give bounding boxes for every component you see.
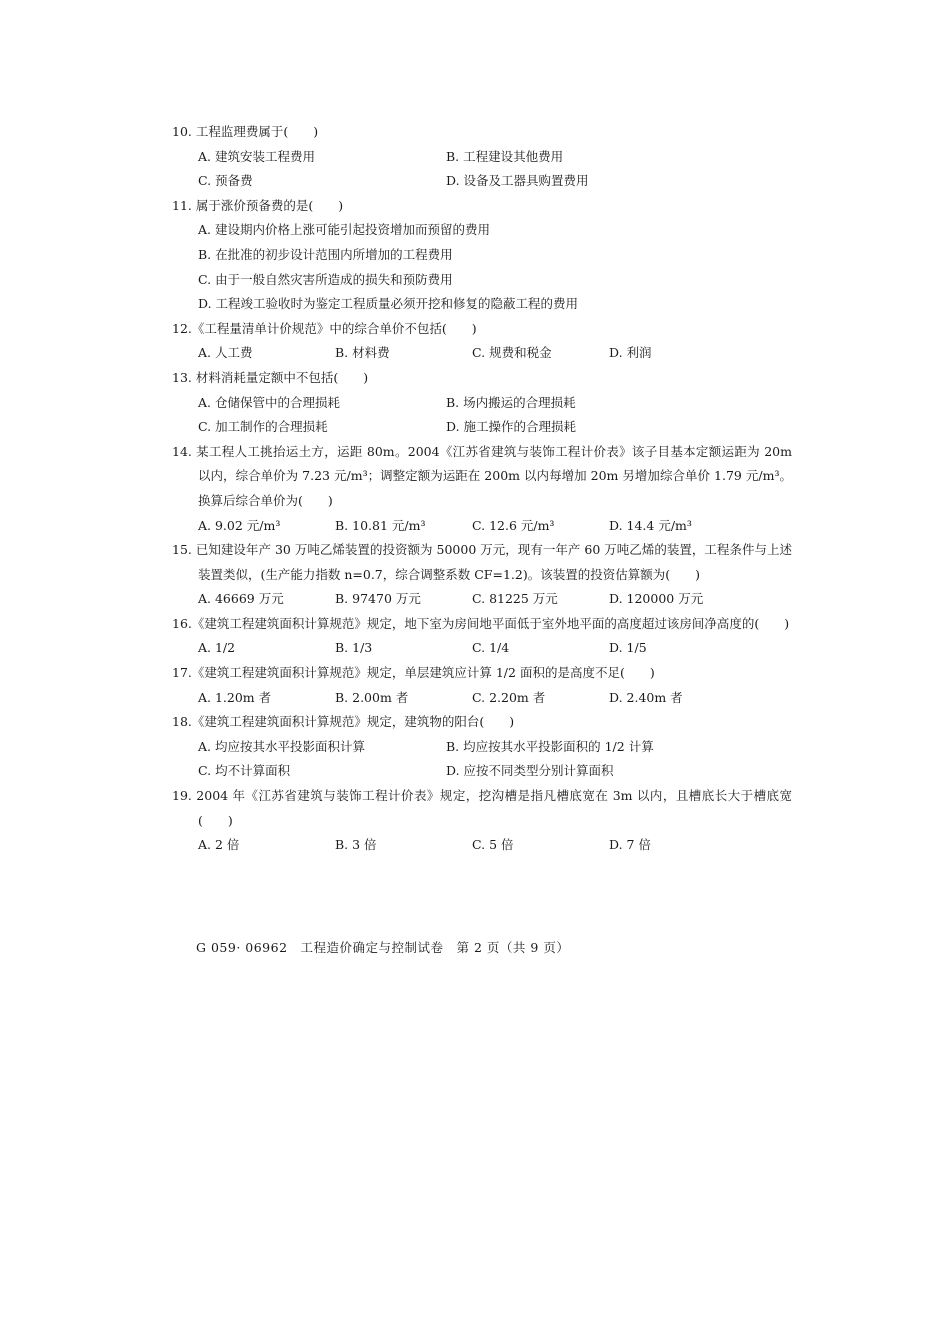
option-group — [172, 391, 792, 440]
answer-option: A. 仓储保管中的合理损耗 — [198, 394, 340, 410]
answer-option: B. 10.81 元/m³ — [335, 517, 426, 533]
answer-option: A. 均应按其水平投影面积计算 — [198, 738, 365, 754]
answer-option: B. 在批准的初步设计范围内所增加的工程费用 — [198, 246, 453, 262]
question-item — [172, 440, 792, 538]
answer-option: C. 81225 万元 — [472, 591, 558, 607]
answer-option: A. 建设期内价格上涨可能引起投资增加而预留的费用 — [198, 222, 490, 238]
question-item — [172, 317, 792, 366]
option-group — [172, 514, 792, 539]
option-group — [172, 636, 792, 661]
option-group — [172, 686, 792, 711]
question-stem: 18.《建筑工程建筑面积计算规范》规定，建筑物的阳台( ) — [172, 714, 515, 730]
answer-option: A. 2 倍 — [198, 837, 240, 853]
answer-option: D. 工程竣工验收时为鉴定工程质量必须开挖和修复的隐蔽工程的费用 — [198, 296, 579, 312]
answer-option: B. 工程建设其他费用 — [446, 148, 564, 164]
question-stem: 12.《工程量清单计价规范》中的综合单价不包括( ) — [172, 320, 477, 336]
answer-option: A. 人工费 — [198, 345, 253, 361]
option-row — [198, 759, 792, 784]
answer-option: C. 5 倍 — [472, 837, 514, 853]
option-group — [172, 218, 792, 316]
question-list — [172, 120, 792, 858]
question-item — [172, 784, 792, 858]
question-item — [172, 538, 792, 612]
answer-option: D. 14.4 元/m³ — [609, 517, 692, 533]
answer-option: A. 1.20m 者 — [198, 689, 272, 705]
answer-option: A. 46669 万元 — [198, 591, 284, 607]
answer-option: A. 1/2 — [198, 640, 236, 656]
question-stem: 11. 属于涨价预备费的是( ) — [172, 197, 344, 213]
answer-option: D. 施工操作的合理损耗 — [446, 419, 577, 435]
question-stem: 10. 工程监理费属于( ) — [172, 124, 319, 139]
answer-option: D. 7 倍 — [609, 837, 651, 853]
answer-option: C. 规费和税金 — [472, 345, 552, 361]
option-group — [172, 145, 792, 194]
question-item — [172, 194, 792, 317]
question-item — [172, 612, 792, 661]
question-item — [172, 120, 792, 194]
answer-option: C. 2.20m 者 — [472, 689, 546, 705]
answer-option: C. 均不计算面积 — [198, 763, 291, 779]
answer-option: B. 2.00m 者 — [335, 689, 409, 705]
answer-option: B. 材料费 — [335, 345, 390, 361]
option-group — [172, 735, 792, 784]
answer-option: B. 均应按其水平投影面积的 1/2 计算 — [446, 738, 654, 754]
answer-option: A. 9.02 元/m³ — [198, 517, 281, 533]
option-group — [172, 587, 792, 612]
answer-option: C. 加工制作的合理损耗 — [198, 419, 328, 435]
option-row — [198, 145, 792, 170]
answer-option: B. 3 倍 — [335, 837, 377, 853]
answer-option: C. 1/4 — [472, 640, 510, 656]
answer-option: D. 120000 万元 — [609, 591, 704, 607]
question-stem: 14. 某工程人工挑抬运土方，运距 80m。2004《江苏省建筑与装饰工程计价表》该子目基本定额运距为 20m 以内，综合单价为 7.23 元/m³；调整定额为运距在 200m 以内每增加 20m 另增加综合单价 1.79 元/m³。换算后综合单价为( ) — [172, 443, 792, 508]
question-stem: 15. 已知建设年产 30 万吨乙烯装置的投资额为 50000 万元，现有一年产 60 万吨乙烯的装置，工程条件与上述装置类似，(生产能力指数 n=0.7，综合调整系数 CF=1.2)。该装置的投资估算额为( ) — [172, 542, 792, 582]
option-row — [198, 391, 792, 416]
question-stem: 17.《建筑工程建筑面积计算规范》规定，单层建筑应计算 1/2 面积的是高度不足( ) — [172, 665, 655, 681]
question-stem: 16.《建筑工程建筑面积计算规范》规定，地下室为房间地平面低于室外地平面的高度超过该房间净高度的( ) — [172, 615, 790, 631]
answer-option: B. 场内搬运的合理损耗 — [446, 394, 576, 410]
answer-option: D. 应按不同类型分别计算面积 — [446, 763, 614, 779]
answer-option: A. 建筑安装工程费用 — [198, 148, 315, 164]
answer-option: C. 预备费 — [198, 173, 253, 189]
question-item — [172, 661, 792, 710]
answer-option: B. 1/3 — [335, 640, 373, 656]
answer-option: D. 1/5 — [609, 640, 647, 656]
answer-option: D. 利润 — [609, 345, 652, 361]
question-item — [172, 710, 792, 784]
answer-option: C. 12.6 元/m³ — [472, 517, 555, 533]
option-row — [198, 735, 792, 760]
answer-option: D. 2.40m 者 — [609, 689, 683, 705]
page-footer: G 059· 06962 工程造价确定与控制试卷 第 2 页（共 9 页） — [196, 940, 570, 955]
question-item — [172, 366, 792, 440]
answer-option: C. 由于一般自然灾害所造成的损失和预防费用 — [198, 271, 453, 287]
exam-page — [172, 120, 792, 858]
answer-option: B. 97470 万元 — [335, 591, 421, 607]
option-row — [198, 415, 792, 440]
question-stem: 19. 2004 年《江苏省建筑与装饰工程计价表》规定，挖沟槽是指凡槽底宽在 3m 以内，且槽底长大于槽底宽( ) — [172, 788, 792, 828]
option-group — [172, 833, 792, 858]
question-stem: 13. 材料消耗量定额中不包括( ) — [172, 369, 369, 385]
option-group — [172, 341, 792, 366]
option-row — [198, 169, 792, 194]
answer-option: D. 设备及工器具购置费用 — [446, 173, 589, 189]
